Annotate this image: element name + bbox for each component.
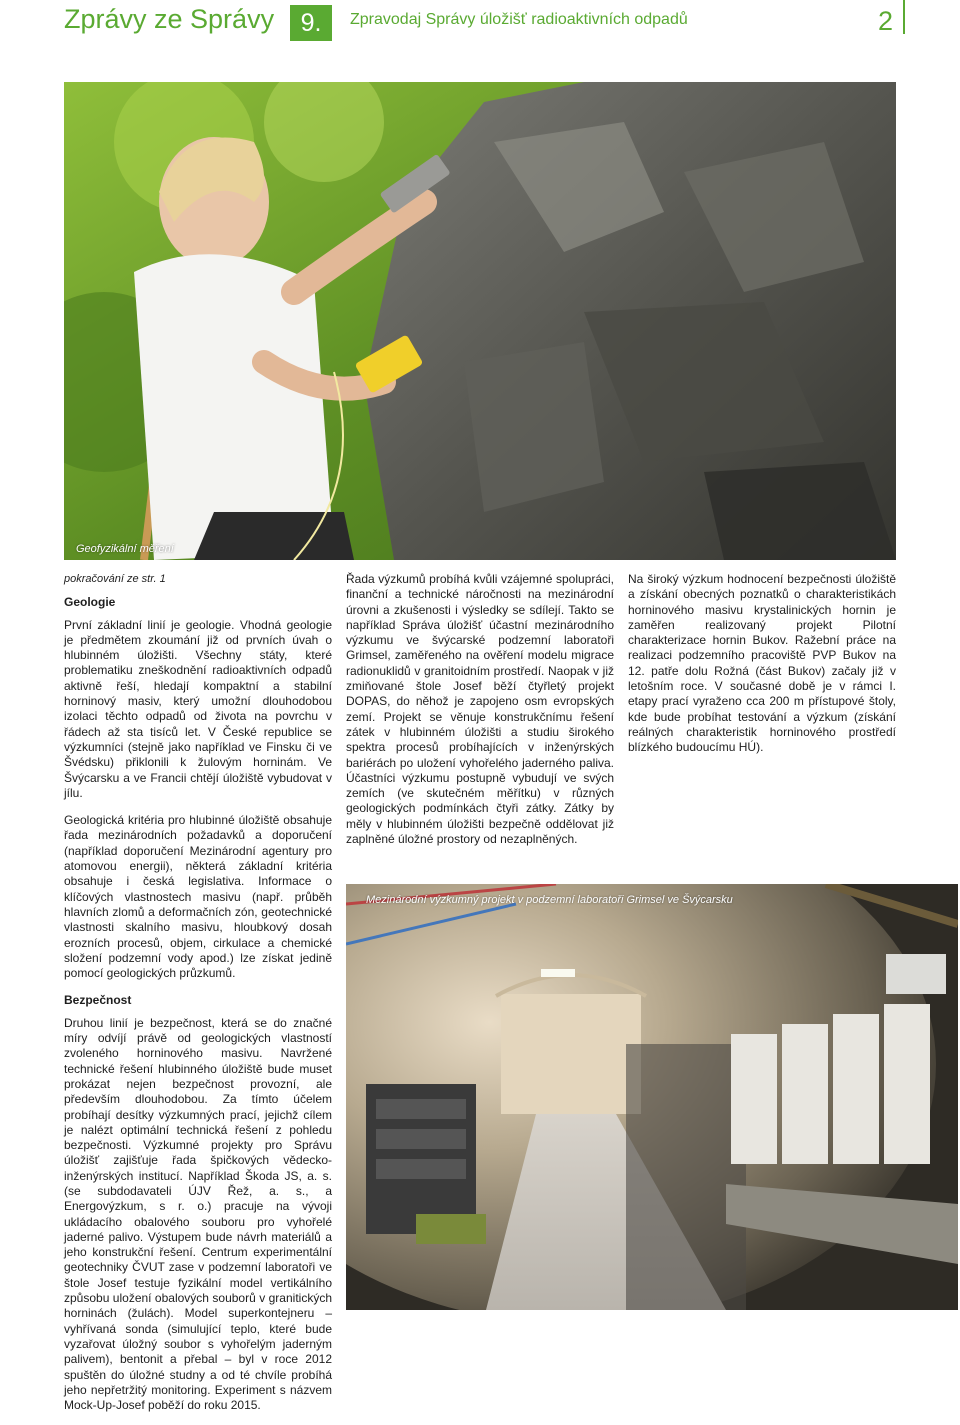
bukov-paragraph: Na široký výzkum hodnocení bezpečnosti úložiště a získání obecných poznatků o charakteristikách horninového masivu krystalinických hornin je zaměřen realizovaný projekt Pilotní charakterizace hornin Bukov. Ražební práce na realizaci podzemního pracoviště PVP Bukov na 12. patře dolu Rožná (část Bukov) začaly již v letošním roce. V současné době je v rámci I. etapy prací vyraženo cca 200 m přístupové štoly, kde bude probíhat testování a výzkum (získání reálných charakteristik horninového prostředí blízkého budoucímu HÚ). (628, 572, 896, 755)
geology-paragraph-1: První základní linií je geologie. Vhodná geologie je předmětem zkoumání již od prvních úvah o hlubinném úložišti. Všechny státy, které problematiku zneškodnění radioaktivních odpadů aktivně řeší, hledají kompaktní a stabilní horninový masiv, který umožní dlouhodobou izolaci těchto odpadů od života na povrchu v řádech až sta tisíců let. V České republice se výzkumníci (stejně jako například ve Finsku či ve Švédsku) přiklonili k žulovým horninám. Ve Švýcarsku a ve Francii chtějí úložiště vybudovat v jílu. (64, 617, 332, 800)
grimsel-tunnel-photo (346, 884, 958, 1310)
safety-heading: Bezpečnost (64, 993, 132, 1008)
geology-paragraph-2: Geologická kritéria pro hlubinné úložiště obsahuje řada mezinárodních požadavků a doporučení (například doporučení Mezinárodní agentury pro atomovou energii), některá základní kritéria obsahuje i česká legislativa. Informace o klíčových vlastnostech masivu (např. průběh hlavních zlomů a deformačních zón, geotechnické vlastnosti skalního masivu, hloubkový dosah erozních procesů, objem, cirkulace a chemické složení podzemní vody apod.) lze získat jedině pomocí geologických průzkumů. (64, 813, 332, 981)
continued-note: pokračování ze str. 1 (64, 573, 166, 585)
geology-heading: Geologie (64, 595, 116, 610)
header-rule (903, 0, 905, 34)
page-number: 2 (878, 6, 894, 36)
top-photo-caption: Geofyzikální měření (76, 543, 174, 555)
publication-subtitle: Zpravodaj Správy úložišť radioaktivních odpadů (350, 11, 688, 28)
geophysics-photo (64, 82, 896, 560)
article-column-1 (64, 572, 332, 1425)
safety-paragraph-1: Druhou linií je bezpečnost, která se do značné míry odvíjí právě od geologických vlastností zvoleného horninového masivu. Navržené technické řešení hlubinného úložiště bude muset prokázat nejen bezpečnost provozní, ale především dlouhodobou. Za tímto účelem probíhají desítky výzkumných prací, jejichž cílem je nalézt optimální technická řešení z pohledu bezpečnosti. Výzkumné projekty pro Správu úložišť zajišťuje řada špičkových vědecko-inženýrských institucí. Například Škoda JS, a. s. (se subdodavateli ÚJV Řež, a. s., a Energovýzkum, s r. o.) pracuje na vývoji ukládacího obalového souboru pro vyhořelé jaderné palivo. Výstupem bude návrh materiálů a jeho konstrukční řešení. Centrum experimentální geotechniky ČVUT zase v podzemní laboratoři ve štole Josef testuje fyzikální model vertikálního způsobu uložení obalových souborů v granitických horninách (žulách). Model superkontejneru – vyhřívaná sonda (simulující teplo, které bude vyzařovat úložný soubor s vyhořelým jaderným palivem), bentonit a přebal – byl v roce 2012 spuštěn do úložné studny a od té chvíle probíhá jeho nepřetržitý monitoring. Experiment s názvem Mock-Up-Josef poběží do roku 2015. (64, 1015, 332, 1413)
publication-title: Zprávy ze Správy (64, 4, 275, 34)
issue-badge: 9. (290, 5, 332, 41)
research-paragraph: Řada výzkumů probíhá kvůli vzájemné spolupráci, finanční a technické náročnosti na mezinárodní úrovni a zkušenosti i výsledky se sdílejí. Takto se například Správa úložišť účastní mezinárodního výzkumu ve švýcarské podzemní laboratoři Grimsel, zaměřeného na ověření modelu migrace radionuklidů v granitoidním prostředí. Naopak v již zmiňované štole Josef běží čtyřletý projekt DOPAS, do něhož je zapojeno osm evropských zemí. Projekt se věnuje konstrukčnímu řešení zátek v hlubinném úložišti a studiu širokého spektra procesů probíhajících v inženýrských bariérách po uložení vyhořelého jaderného paliva. Účastníci výzkumu postupně vybudují ve svých zemích (ve skutečném měřítku) v různých geologických podmínkách čtyři zátky. Zátky by měly v hlubinném úložišti bezpečně oddělovat již zaplněné úložné prostory od nezaplněných. (346, 572, 614, 847)
article-column-2 (346, 572, 614, 859)
bottom-photo-caption: Mezinárodní výzkumný projekt v podzemní laboratoři Grimsel ve Švýcarsku (366, 894, 733, 906)
article-column-3 (628, 572, 896, 768)
